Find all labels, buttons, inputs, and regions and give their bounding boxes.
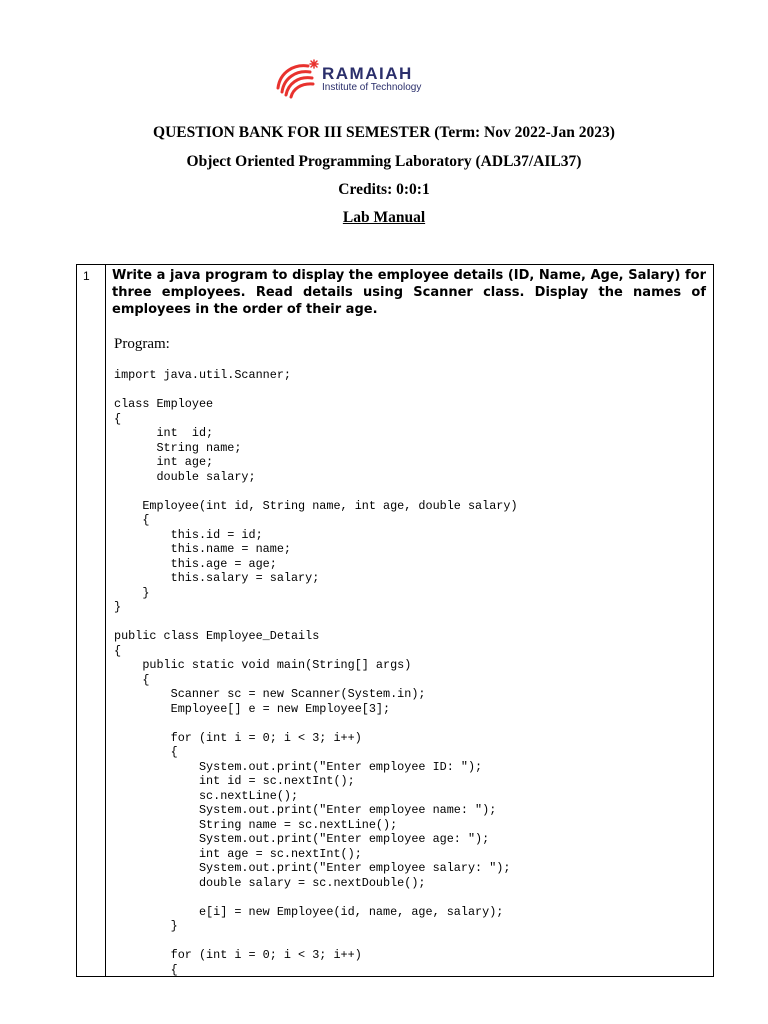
logo-name: RAMAIAH — [322, 64, 413, 83]
credits: Credits: 0:0:1 — [338, 181, 430, 198]
question-text: Write a java program to display the employee details (ID, Name, Age, Salary) for three employees. Read details using Scanner class. Display the names of employees in the order of their age. — [112, 268, 706, 317]
ramaiah-emblem-icon — [272, 58, 322, 100]
program-label: Program: — [114, 336, 170, 352]
question-bank-title: QUESTION BANK FOR III SEMESTER (Term: Nov 2022-Jan 2023) — [153, 124, 615, 141]
question-number-cell — [77, 265, 106, 976]
course-title: Object Oriented Programming Laboratory (ADL37/AIL37) — [186, 153, 582, 170]
program-code: import java.util.Scanner; class Employee { int id; String name; int age; double salary; Employee(int id, String name, int age, double salary) { this.id = id; this.name = name; this.age = age; this.salary = salary; } } public class Employee_Details { public static void main(String[] args) { Scanner sc = new Scanner(System.in); Employee[] e = new Employee[3]; for (int i = 0; i < 3; i++) { System.out.print("Enter employee ID: "); int id = sc.nextInt(); sc.nextLine(); System.out.print("Enter employee name: "); String name = sc.nextLine(); System.out.print("Enter employee age: "); int age = sc.nextInt(); System.out.print("Enter employee salary: "); double salary = sc.nextDouble(); e[i] = new Employee(id, name, age, salary); } for (int i = 0; i < 3; i++) { — [114, 368, 518, 977]
lab-manual-heading: Lab Manual — [342, 209, 426, 226]
question-number: 1 — [83, 269, 90, 283]
logo-subtitle: Institute of Technology — [322, 82, 422, 93]
question-table — [76, 264, 714, 977]
institute-logo — [272, 58, 462, 100]
